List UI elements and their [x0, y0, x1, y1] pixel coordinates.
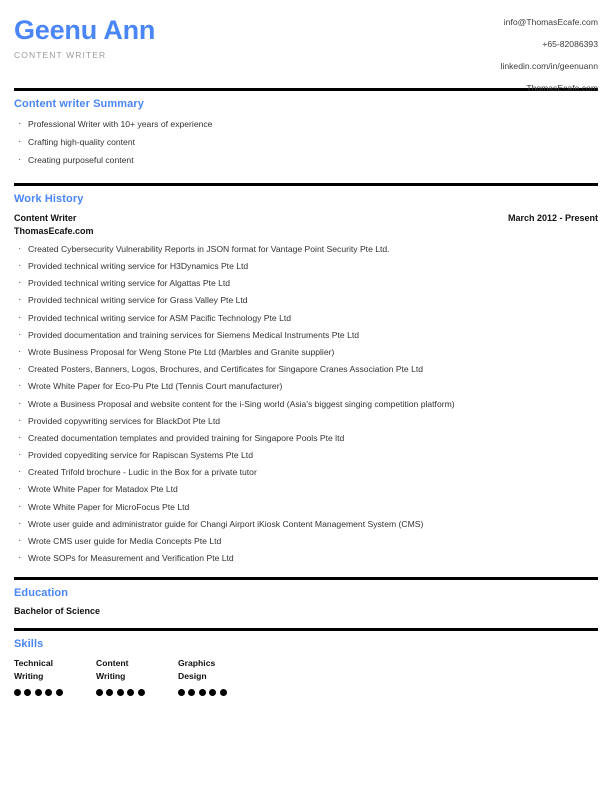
rating-dot-filled	[35, 689, 42, 696]
skill-item-content-writing	[96, 657, 178, 696]
skill-label: Technical Writing	[14, 658, 54, 681]
list-item: · Wrote White Paper for MicroFocus Pte Ltd	[14, 503, 598, 512]
list-item: · Provided technical writing service for Algattas Pte Ltd	[14, 279, 598, 288]
skill-label: Graphics Design	[178, 658, 216, 681]
rating-dot-filled	[45, 689, 52, 696]
skill-rating-technical-writing	[14, 689, 96, 696]
list-item: · Wrote user guide and administrator guide for Changi Airport iKiosk Content Management System (CMS)	[14, 520, 598, 529]
candidate-name: Geenu Ann	[14, 15, 156, 45]
education-degree: Bachelor of Science	[14, 606, 101, 617]
work-bullets-wrapper	[14, 245, 598, 563]
rating-dot-filled	[209, 689, 216, 696]
candidate-job-subtitle: CONTENT WRITER	[14, 50, 107, 61]
list-item: · Wrote Business Proposal for Weng Stone Pte Ltd (Marbles and Granite supplier)	[14, 348, 598, 357]
list-item: · Created Trifold brochure - Ludic in the Box for a private tutor	[14, 468, 598, 477]
list-item: · Created Cybersecurity Vulnerability Reports in JSON format for Vantage Point Security Pte Ltd.	[14, 245, 598, 254]
spacer	[14, 616, 598, 628]
work-history-section-title: Work History	[14, 193, 84, 206]
list-item: · Professional Writer with 10+ years of experience	[14, 120, 598, 129]
rating-dot-filled	[199, 689, 206, 696]
rating-dot-filled	[127, 689, 134, 696]
contact-linkedin[interactable]: linkedin.com/in/geenuann	[500, 61, 598, 72]
rating-dot-filled	[14, 689, 21, 696]
contact-email[interactable]: info@ThomasEcafe.com	[503, 17, 598, 27]
list-item: · Provided technical writing service for ASM Pacific Technology Pte Ltd	[14, 314, 598, 323]
list-item: · Wrote SOPs for Measurement and Verification Pte Ltd	[14, 554, 598, 563]
list-item: · Wrote White Paper for Eco-Pu Pte Ltd (Tennis Court manufacturer)	[14, 382, 598, 391]
list-item: · Wrote White Paper for Matadox Pte Ltd	[14, 485, 598, 494]
list-item: · Created Posters, Banners, Logos, Brochures, and Certificates for Singapore Cranes Association Pte Ltd	[14, 365, 598, 374]
skill-rating-content-writing	[96, 689, 178, 696]
rating-dot-filled	[106, 689, 113, 696]
work-entry-company: ThomasEcafe.com	[14, 226, 94, 237]
rating-dot-filled	[178, 689, 185, 696]
rating-dot-filled	[138, 689, 145, 696]
rating-dot-filled	[96, 689, 103, 696]
identity-block	[14, 14, 155, 60]
education-section-title: Education	[14, 587, 69, 600]
list-item: · Creating purposeful content	[14, 156, 598, 165]
list-item: · Provided technical writing service for H3Dynamics Pte Ltd	[14, 262, 598, 271]
work-bullet-list	[14, 245, 598, 563]
rating-dot-filled	[220, 689, 227, 696]
rating-dot-filled	[188, 689, 195, 696]
list-item: · Provided documentation and training services for Siemens Medical Instruments Pte Ltd	[14, 331, 598, 340]
list-item: · Provided technical writing service for Grass Valley Pte Ltd	[14, 296, 598, 305]
contact-details	[501, 14, 598, 93]
section-education	[14, 580, 598, 616]
contact-website[interactable]: ThomasEcafe.com	[526, 83, 598, 94]
rating-dot-filled	[56, 689, 63, 696]
list-item: · Wrote a Business Proposal and website content for the i-Sing world (Asia's biggest singing competition platform)	[14, 400, 598, 409]
work-entry-title-company	[14, 212, 94, 238]
list-item: · Provided copywriting services for BlackDot Pte Ltd	[14, 417, 598, 426]
summary-bullet-list	[14, 117, 598, 165]
work-entry-job-title: Content Writer	[14, 213, 77, 224]
skill-rating-graphics-design	[178, 689, 260, 696]
skills-section-title: Skills	[14, 638, 44, 651]
spacer	[14, 174, 598, 183]
section-skills	[14, 631, 598, 696]
skill-item-graphics-design	[178, 657, 260, 696]
rating-dot-filled	[24, 689, 31, 696]
list-item: · Created documentation templates and provided training for Singapore Pools Pte ltd	[14, 434, 598, 443]
section-summary	[14, 91, 598, 165]
skill-label: Content Writing	[96, 658, 129, 681]
list-item: · Crafting high-quality content	[14, 138, 598, 147]
summary-section-title: Content writer Summary	[14, 98, 144, 110]
rating-dot-filled	[117, 689, 124, 696]
contact-phone[interactable]: +65-82086393	[542, 39, 598, 50]
list-item: · Provided copyediting service for Rapiscan Systems Pte Ltd	[14, 451, 598, 460]
work-entry-header	[14, 212, 598, 238]
list-item: · Wrote CMS user guide for Media Concepts Pte Ltd	[14, 537, 598, 546]
skill-item-technical-writing	[14, 657, 96, 696]
resume-header	[14, 0, 598, 94]
skills-row	[14, 657, 598, 696]
section-work-history	[14, 186, 598, 563]
work-entry-dates: March 2012 - Present	[507, 213, 598, 224]
